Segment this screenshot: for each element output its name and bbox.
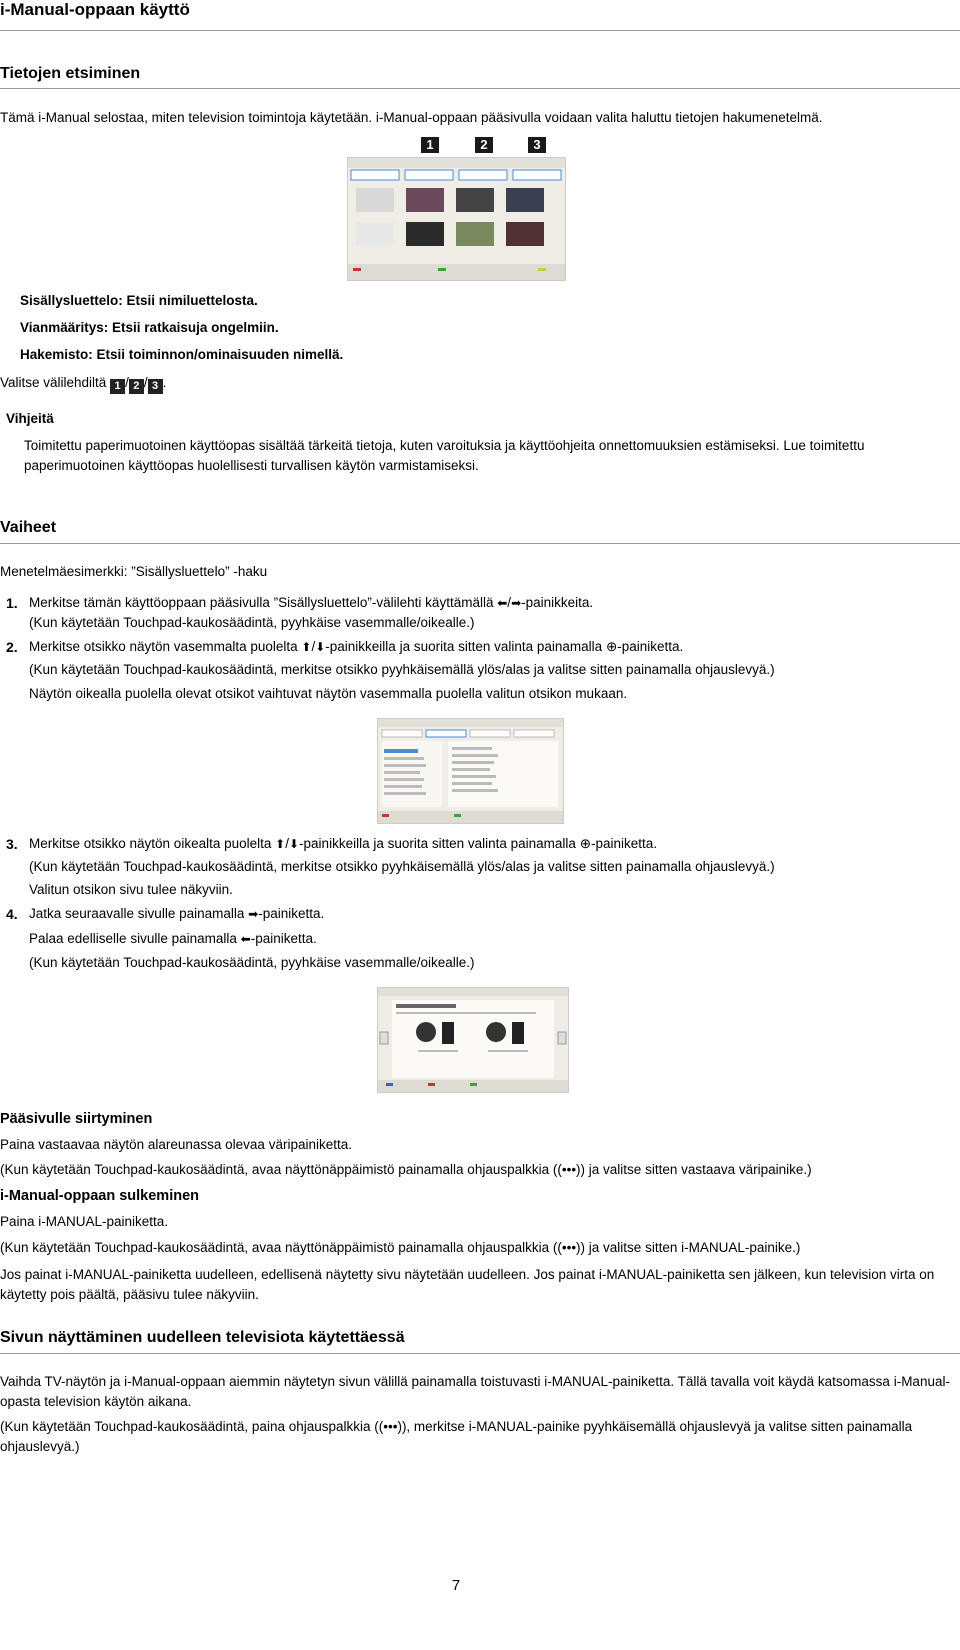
down-arrow-icon: ⬇ (315, 640, 326, 654)
close-touch-b: ) ja valitse sitten i-MANUAL-painike.) (580, 1240, 801, 1255)
step-4-line-1 (29, 904, 324, 924)
step-1-text-a: Merkitse tämän käyttöoppaan pääsivulla ”Sisällysluettelo”-välilehti käyttämällä (29, 595, 494, 610)
step-2-line-2: (Kun käytetään Touchpad-kaukosäädintä, merkitse otsikko pyyhkäisemällä ylös/alas ja valitse sitten painamalla ohjauslevyä.) (29, 662, 775, 677)
enter-icon: ⊕ (605, 639, 618, 654)
step-number: 1. (6, 595, 18, 611)
screenshot-home (347, 157, 566, 281)
tab-badge-1: 1 (421, 137, 439, 153)
screenshot-contents (377, 718, 564, 824)
step-2-line-3: Näytön oikealla puolella olevat otsikot vaihtuvat näytön vasemmalla puolella valitun otsikon mukaan. (29, 686, 628, 701)
step-3-text-a: Merkitse otsikko näytön oikealta puolelta (29, 836, 272, 851)
select-tabs-line (0, 373, 166, 394)
close-touch (0, 1238, 960, 1258)
up-arrow-icon: ⬆ (301, 640, 312, 654)
tips-text: Toimitettu paperimuotoinen käyttöopas sisältää tärkeitä tietoja, kuten varoituksia ja käyttöohjeita onnettomuuksien estämiseksi. Lue toimitettu paperimuotoinen käyttöopas huolellisesti turvallisen käytön varmistamiseksi. (24, 438, 865, 473)
down-arrow-icon: ⬇ (288, 837, 300, 851)
step-number: 2. (6, 639, 18, 655)
close-text: Paina i-MANUAL-painiketta. (0, 1214, 169, 1229)
step-3-line-2: (Kun käytetään Touchpad-kaukosäädintä, merkitse otsikko pyyhkäisemällä ylös/alas ja valitse sitten painamalla ohjauslevyä.) (29, 859, 775, 874)
step-3-text-c: -painiketta. (591, 836, 658, 851)
close-touch-a: (Kun käytetään Touchpad-kaukosäädintä, avaa näyttönäppäimistö painamalla ohjauspalkkia ( (0, 1240, 558, 1255)
tips-heading: Vihjeitä (6, 411, 54, 426)
close-note: Jos painat i-MANUAL-painiketta uudelleen, edellisenä näytetty sivu näytetään uudelleen. Jos painat i-MANUAL-painiketta sen jälkeen, kun television virta on käytetty pois päältä, pääsivu tulee näkyviin. (0, 1267, 935, 1302)
step-1-text-b: -painikkeita. (521, 595, 594, 610)
step-4-line-2 (29, 929, 317, 949)
badge-2: 2 (129, 379, 144, 394)
enter-icon: ⊕ (579, 836, 592, 851)
screenshot-contents-drawing (378, 719, 563, 823)
slash: / (285, 836, 289, 851)
page-title: i-Manual-oppaan käyttö (0, 0, 190, 19)
control-bar-icon: (•••) (557, 1240, 581, 1255)
home-touch (0, 1160, 960, 1180)
slash: / (311, 639, 316, 654)
redisplay-touch (0, 1417, 955, 1457)
right-arrow-icon: ➡ (511, 596, 522, 610)
step-3-text-b: -painikkeilla ja suorita sitten valinta painamalla (299, 836, 576, 851)
heading-home: Pääsivulle siirtyminen (0, 1111, 153, 1127)
redisplay-touch-b: ), merkitse i-MANUAL-painike pyyhkäisemällä ohjauslevyä ja valitse sitten painamalla ohjauslevyä.) (0, 1419, 913, 1454)
list-item: Sisällysluettelo: Etsii nimiluettelosta. (20, 293, 258, 308)
step-3-line-1 (29, 834, 949, 854)
step-4-text-a: Jatka seuraavalle sivulle painamalla (29, 906, 245, 921)
step-2-text-a: Merkitse otsikko näytön vasemmalta puolelta (29, 639, 298, 654)
step-2-text-c: -painiketta. (617, 639, 684, 654)
page-number: 7 (451, 1577, 461, 1594)
select-suffix: . (162, 375, 167, 390)
select-prefix: Valitse välilehdiltä (0, 375, 107, 390)
section-heading-redisplay: Sivun näyttäminen uudelleen televisiota käytettäessä (0, 1329, 405, 1346)
screenshot-home-drawing (348, 158, 565, 280)
control-bar-icon: (•••) (557, 1162, 581, 1177)
home-text: Paina vastaavaa näytön alareunassa olevaa väripainiketta. (0, 1137, 352, 1152)
left-arrow-icon: ⬅ (240, 932, 251, 946)
intro-text: Tämä i-Manual selostaa, miten television toimintoja käytetään. i-Manual-oppaan pääsivulla voidaan valita haluttu tietojen hakumenetelmä. (0, 110, 823, 125)
section-rule (0, 88, 960, 89)
step-number: 4. (6, 906, 18, 922)
slash: / (143, 375, 148, 390)
section-rule (0, 543, 960, 544)
slash: / (125, 375, 129, 390)
step-4-text-d: -painiketta. (250, 931, 317, 946)
step-2-text-b: -painikkeilla ja suorita sitten valinta painamalla (325, 639, 603, 654)
home-touch-b: ) ja valitse sitten vastaava väripainike.) (580, 1162, 812, 1177)
badge-1: 1 (110, 379, 125, 394)
step-4-text-b: -painiketta. (258, 906, 325, 921)
badge-3: 3 (148, 379, 163, 394)
step-4-line-3: (Kun käytetään Touchpad-kaukosäädintä, pyyhkäise vasemmalle/oikealle.) (29, 955, 475, 970)
section-rule (0, 1353, 960, 1354)
step-4-text-c: Palaa edelliselle sivulle painamalla (29, 931, 237, 946)
step-1-line-1 (29, 593, 949, 613)
section-heading-steps: Vaiheet (0, 519, 57, 536)
method-example: Menetelmäesimerkki: ”Sisällysluettelo” -haku (0, 564, 268, 579)
slash: / (507, 595, 512, 610)
up-arrow-icon: ⬆ (275, 837, 286, 851)
list-item: Vianmääritys: Etsii ratkaisuja ongelmiin. (20, 320, 279, 335)
list-item: Hakemisto: Etsii toiminnon/ominaisuuden nimellä. (20, 347, 344, 362)
control-bar-icon: (•••) (378, 1419, 402, 1434)
step-1-line-2: (Kun käytetään Touchpad-kaukosäädintä, pyyhkäise vasemmalle/oikealle.) (29, 615, 475, 630)
home-touch-a: (Kun käytetään Touchpad-kaukosäädintä, avaa näyttönäppäimistö painamalla ohjauspalkkia ( (0, 1162, 558, 1177)
redisplay-touch-a: (Kun käytetään Touchpad-kaukosäädintä, paina ohjauspalkkia ( (0, 1419, 379, 1434)
screenshot-page-drawing (378, 988, 568, 1092)
tab-badge-2: 2 (475, 137, 493, 153)
step-2-line-1 (29, 637, 949, 657)
section-heading-search: Tietojen etsiminen (0, 65, 141, 82)
step-3-line-3: Valitun otsikon sivu tulee näkyviin. (29, 882, 233, 897)
tab-badge-3: 3 (528, 137, 546, 153)
title-rule (0, 30, 960, 31)
right-arrow-icon: ➡ (248, 907, 259, 921)
screenshot-page (377, 987, 569, 1093)
redisplay-text: Vaihda TV-näytön ja i-Manual-oppaan aiemmin näytetyn sivun välillä painamalla toistuvasti i-MANUAL-painiketta. Tällä tavalla voit käydä katsomassa i-Manual-opasta television käytön aikana. (0, 1374, 950, 1409)
step-number: 3. (6, 836, 18, 852)
left-arrow-icon: ⬅ (497, 596, 508, 610)
heading-close: i-Manual-oppaan sulkeminen (0, 1188, 199, 1204)
